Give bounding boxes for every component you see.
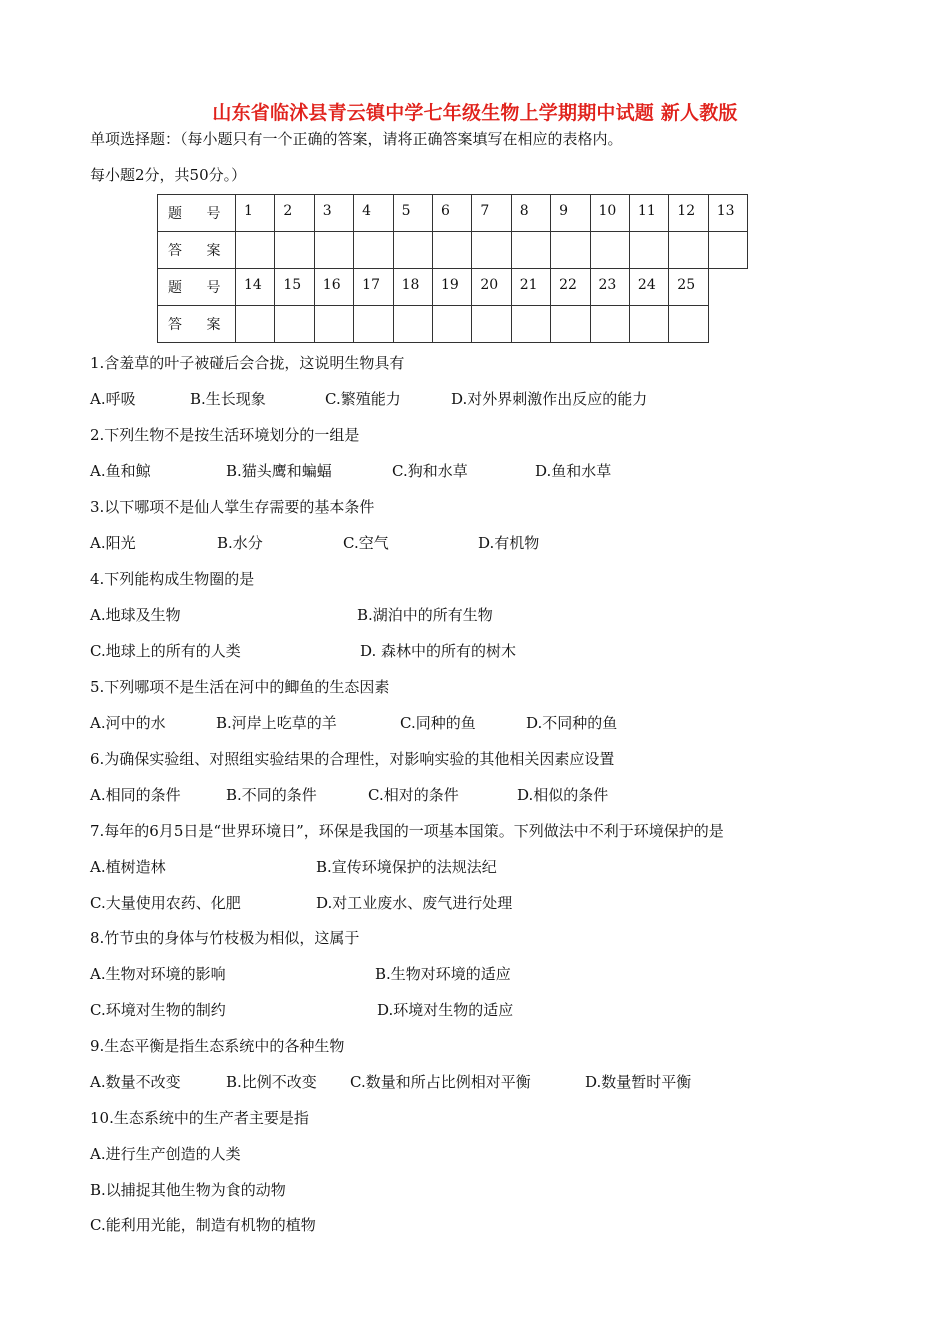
question-7-option-d: D.对工业废水、废气进行处理 [316, 894, 513, 912]
question-number-cell: 21 [511, 269, 550, 306]
question-2-option-c: C.狗和水草 [392, 462, 468, 480]
answer-cell[interactable] [590, 306, 629, 343]
question-number-cell: 4 [354, 195, 393, 232]
answer-table-answer-row-2 [158, 306, 748, 343]
question-number-cell: 8 [511, 195, 550, 232]
question-8-option-b: B.生物对环境的适应 [375, 965, 511, 983]
question-1-option-b: B.生长现象 [190, 390, 266, 408]
question-number-cell: 1 [236, 195, 275, 232]
answer-table-answer-row-1 [158, 232, 748, 269]
empty-cell [708, 269, 747, 306]
question-5-option-b: B.河岸上吃草的羊 [216, 714, 337, 732]
question-5-option-a: A.河中的水 [90, 714, 166, 732]
question-number-cell: 2 [275, 195, 314, 232]
question-8-option-a: A.生物对环境的影响 [90, 965, 226, 983]
answer-cell[interactable] [432, 306, 471, 343]
question-number-cell: 19 [432, 269, 471, 306]
answer-cell[interactable] [629, 306, 668, 343]
answer-cell[interactable] [669, 232, 708, 269]
answer-cell[interactable] [275, 232, 314, 269]
answer-cell[interactable] [354, 232, 393, 269]
answer-cell[interactable] [354, 306, 393, 343]
question-number-cell: 10 [590, 195, 629, 232]
question-number-cell: 18 [393, 269, 432, 306]
question-4-stem: 4.下列能构成生物圈的是 [90, 570, 255, 588]
question-4-option-d: D. 森林中的所有的树木 [360, 642, 517, 660]
question-5-option-d: D.不同种的鱼 [526, 714, 618, 732]
answer-cell[interactable] [472, 232, 511, 269]
question-10-option-a: A.进行生产创造的人类 [90, 1145, 241, 1163]
answer-cell[interactable] [590, 232, 629, 269]
number-label: 题 号 [158, 269, 236, 306]
question-1-option-d: D.对外界刺激作出反应的能力 [451, 390, 648, 408]
instructions-line-2: 每小题2分，共50分。） [90, 166, 247, 184]
question-number-cell: 24 [629, 269, 668, 306]
number-label: 题 号 [158, 195, 236, 232]
question-1-option-c: C.繁殖能力 [325, 390, 401, 408]
question-6-stem: 6.为确保实验组、对照组实验结果的合理性，对影响实验的其他相关因素应设置 [90, 750, 615, 768]
answer-cell[interactable] [393, 232, 432, 269]
question-6-option-b: B.不同的条件 [226, 786, 317, 804]
question-number-cell: 13 [708, 195, 747, 232]
answer-label: 答 案 [158, 306, 236, 343]
question-2-stem: 2.下列生物不是按生活环境划分的一组是 [90, 426, 360, 444]
question-number-cell: 6 [432, 195, 471, 232]
question-1-option-a: A.呼吸 [90, 390, 136, 408]
question-6-option-d: D.相似的条件 [517, 786, 609, 804]
question-5-stem: 5.下列哪项不是生活在河中的鲫鱼的生态因素 [90, 678, 390, 696]
answer-cell[interactable] [236, 232, 275, 269]
question-number-cell: 14 [236, 269, 275, 306]
question-3-option-c: C.空气 [343, 534, 389, 552]
question-number-cell: 15 [275, 269, 314, 306]
question-number-cell: 20 [472, 269, 511, 306]
question-number-cell: 25 [669, 269, 708, 306]
question-8-option-d: D.环境对生物的适应 [377, 1001, 514, 1019]
question-6-option-c: C.相对的条件 [368, 786, 459, 804]
answer-table-number-row-2 [158, 269, 748, 306]
question-3-option-d: D.有机物 [478, 534, 540, 552]
question-1-stem: 1.含羞草的叶子被碰后会合拢，这说明生物具有 [90, 354, 405, 372]
answer-cell[interactable] [314, 232, 353, 269]
question-number-cell: 17 [354, 269, 393, 306]
question-9-option-b: B.比例不改变 [226, 1073, 317, 1091]
answer-cell[interactable] [511, 306, 550, 343]
question-10-option-c: C.能利用光能，制造有机物的植物 [90, 1216, 316, 1234]
question-6-option-a: A.相同的条件 [90, 786, 181, 804]
question-9-option-d: D.数量暂时平衡 [585, 1073, 692, 1091]
question-number-cell: 11 [629, 195, 668, 232]
question-2-option-d: D.鱼和水草 [535, 462, 612, 480]
question-2-option-a: A.鱼和鲸 [90, 462, 151, 480]
question-3-stem: 3.以下哪项不是仙人掌生存需要的基本条件 [90, 498, 375, 516]
answer-cell[interactable] [551, 306, 590, 343]
answer-cell[interactable] [236, 306, 275, 343]
question-3-option-a: A.阳光 [90, 534, 136, 552]
question-9-option-c: C.数量和所占比例相对平衡 [350, 1073, 531, 1091]
question-number-cell: 7 [472, 195, 511, 232]
question-7-option-c: C.大量使用农药、化肥 [90, 894, 241, 912]
answer-cell[interactable] [472, 306, 511, 343]
answer-cell[interactable] [708, 232, 747, 269]
question-number-cell: 9 [551, 195, 590, 232]
question-9-option-a: A.数量不改变 [90, 1073, 181, 1091]
question-2-option-b: B.猫头鹰和蝙蝠 [226, 462, 332, 480]
question-10-option-b: B.以捕捉其他生物为食的动物 [90, 1181, 286, 1199]
question-number-cell: 3 [314, 195, 353, 232]
question-number-cell: 5 [393, 195, 432, 232]
question-10-stem: 10.生态系统中的生产者主要是指 [90, 1109, 309, 1127]
question-number-cell: 23 [590, 269, 629, 306]
answer-cell[interactable] [511, 232, 550, 269]
question-number-cell: 22 [551, 269, 590, 306]
answer-cell[interactable] [393, 306, 432, 343]
answer-cell[interactable] [551, 232, 590, 269]
question-9-stem: 9.生态平衡是指生态系统中的各种生物 [90, 1037, 345, 1055]
question-7-option-a: A.植树造林 [90, 858, 166, 876]
question-5-option-c: C.同种的鱼 [400, 714, 476, 732]
answer-label: 答 案 [158, 232, 236, 269]
answer-cell[interactable] [669, 306, 708, 343]
question-4-option-c: C.地球上的所有的人类 [90, 642, 241, 660]
answer-table [157, 194, 748, 343]
answer-cell[interactable] [314, 306, 353, 343]
question-3-option-b: B.水分 [217, 534, 263, 552]
question-4-option-b: B.湖泊中的所有生物 [357, 606, 493, 624]
question-8-stem: 8.竹节虫的身体与竹枝极为相似，这属于 [90, 929, 360, 947]
answer-table-number-row-1 [158, 195, 748, 232]
question-8-option-c: C.环境对生物的制约 [90, 1001, 226, 1019]
question-number-cell: 16 [314, 269, 353, 306]
question-4-option-a: A.地球及生物 [90, 606, 181, 624]
question-7-option-b: B.宣传环境保护的法规法纪 [316, 858, 497, 876]
answer-cell[interactable] [432, 232, 471, 269]
answer-cell[interactable] [275, 306, 314, 343]
question-number-cell: 12 [669, 195, 708, 232]
empty-cell [708, 306, 747, 343]
instructions-line-1: 单项选择题：（每小题只有一个正确的答案，请将正确答案填写在相应的表格内。 [90, 130, 623, 148]
page-title: 山东省临沭县青云镇中学七年级生物上学期期中试题 新人教版 [212, 102, 738, 124]
answer-cell[interactable] [629, 232, 668, 269]
question-7-stem: 7.每年的6月5日是“世界环境日”，环保是我国的一项基本国策。下列做法中不利于环境保护的是 [90, 822, 724, 840]
